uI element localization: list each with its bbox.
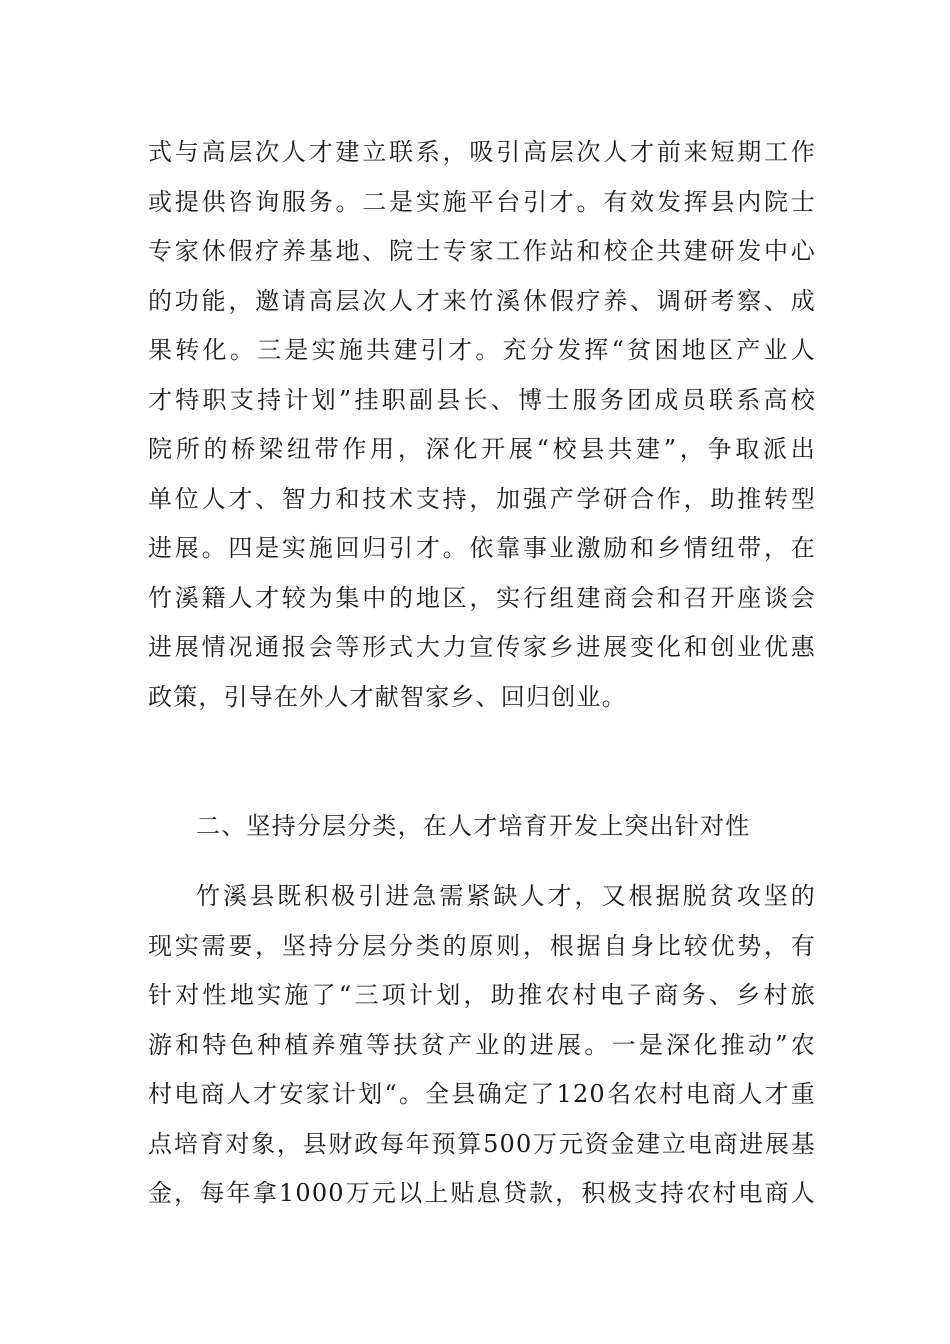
paragraph-line: 村电商人才安家计划“。全县确定了120名农村电商人才重 xyxy=(148,1080,816,1108)
paragraph-line: 的功能，邀请高层次人才来竹溪休假疗养、调研考察、成 xyxy=(148,286,816,315)
paragraph-line: 现实需要，坚持分层分类的原则，根据自身比较优势，有 xyxy=(148,931,816,960)
paragraph-line: 游和特色种植养殖等扶贫产业的进展。一是深化推动”农 xyxy=(148,1030,816,1059)
body-paragraph-2 xyxy=(148,872,816,1219)
paragraph-line: 才特职支持计划”挂职副县长、博士服务团成员联系高校 xyxy=(148,385,816,414)
paragraph-line: 针对性地实施了“三项计划，助推农村电子商务、乡村旅 xyxy=(148,981,816,1009)
paragraph-line: 或提供咨询服务。二是实施平台引才。有效发挥县内院士 xyxy=(148,187,816,216)
paragraph-line: 竹溪籍人才较为集中的地区，实行组建商会和召开座谈会 xyxy=(148,583,816,612)
paragraph-line: 金，每年拿1000万元以上贴息贷款，积极支持农村电商人 xyxy=(148,1179,816,1207)
section-heading-text: 二、坚持分层分类，在人才培育开发上突出针对性 xyxy=(196,812,751,840)
paragraph-line: 专家休假疗养基地、院士专家工作站和校企共建研发中心 xyxy=(148,237,816,265)
paragraph-line: 果转化。三是实施共建引才。充分发挥“贫困地区产业人 xyxy=(148,336,816,364)
paragraph-line: 点培育对象，县财政每年预算500万元资金建立电商进展基 xyxy=(148,1129,816,1158)
paragraph-line-last: 政策，引导在外人才献智家乡、回归创业。 xyxy=(148,682,627,711)
body-paragraph-1 xyxy=(148,128,816,722)
paragraph-line: 进展。四是实施回归引才。依靠事业激励和乡情纽带，在 xyxy=(148,534,816,562)
paragraph-line: 单位人才、智力和技术支持，加强产学研合作，助推转型 xyxy=(148,484,816,513)
section-heading xyxy=(148,802,816,852)
paragraph-line: 院所的桥梁纽带作用，深化开展“校县共建”，争取派出 xyxy=(148,435,816,463)
paragraph-first-line: 竹溪县既积极引进急需紧缺人才，又根据脱贫攻坚的 xyxy=(196,882,816,910)
paragraph-line: 进展情况通报会等形式大力宣传家乡进展变化和创业优惠 xyxy=(148,633,816,661)
paragraph-line: 式与高层次人才建立联系，吸引高层次人才前来短期工作 xyxy=(148,138,816,166)
